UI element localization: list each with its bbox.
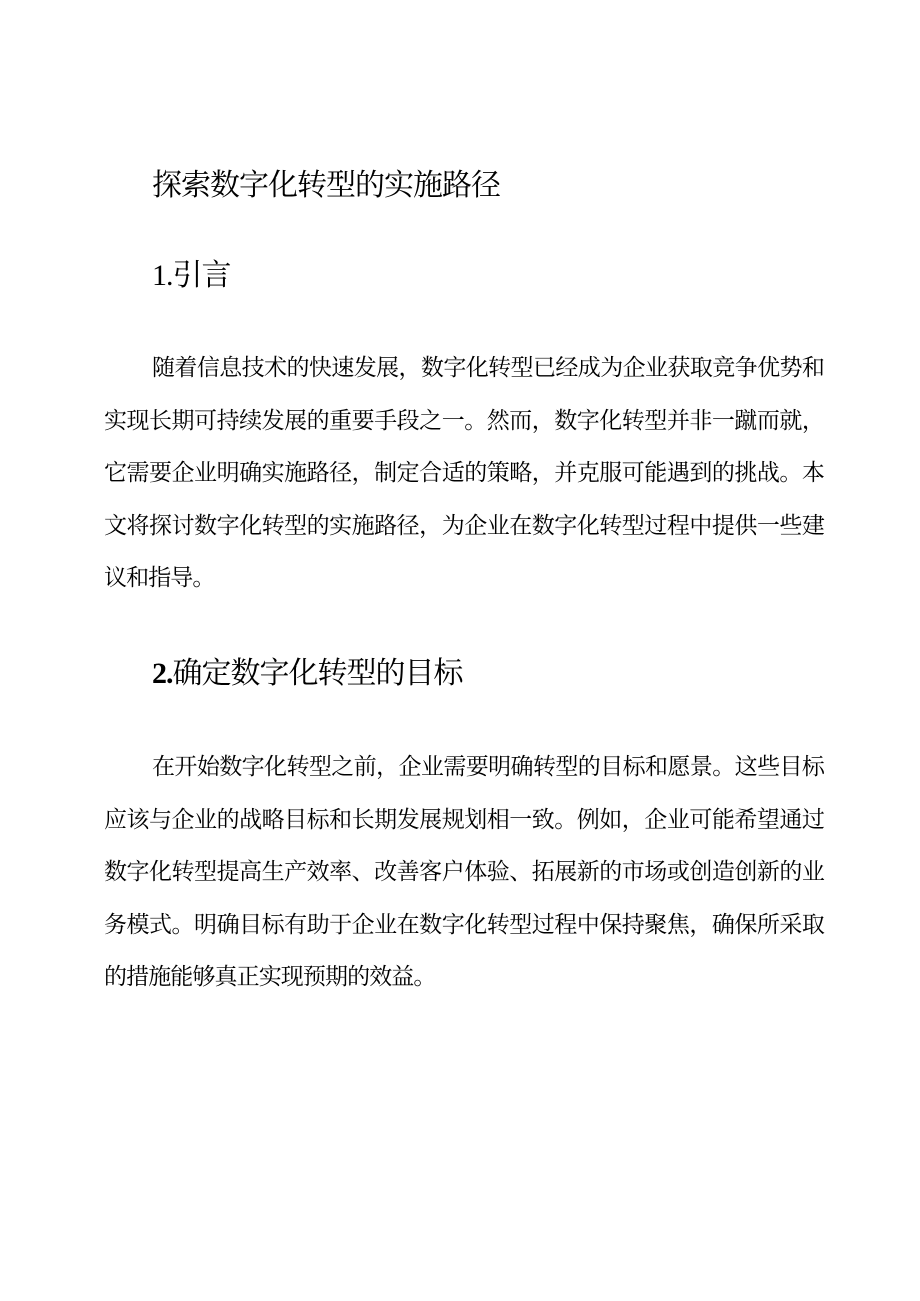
section-number: 2. [152,657,173,690]
document-title: 探索数字化转型的实施路径 [152,168,500,203]
section-number: 1. [152,259,173,292]
section-heading-text: 确定数字化转型的目标 [172,656,463,691]
section-heading-text: 引言 [172,258,231,293]
goals-paragraph: 在开始数字化转型之前，企业需要明确转型的目标和愿景。这些目标应该与企业的战略目标和长期发展规划相一致。例如，企业可能希望通过数字化转型提高生产效率、改善客户体验、拓展新的市场或创造创新的业务模式。明确目标有助于企业在数字化转型过程中保持聚焦，确保所采取的措施能够真正实现预期的效益。 [104,754,824,991]
introduction-paragraph: 随着信息技术的快速发展，数字化转型已经成为企业获取竞争优势和实现长期可持续发展的重要手段之一。然而，数字化转型并非一蹴而就，它需要企业明确实施路径，制定合适的策略，并克服可能遇到的挑战。本文将探讨数字化转型的实施路径，为企业在数字化转型过程中提供一些建议和指导。 [104,355,824,592]
section-heading-goals [152,651,463,697]
section-heading-introduction [152,253,231,299]
